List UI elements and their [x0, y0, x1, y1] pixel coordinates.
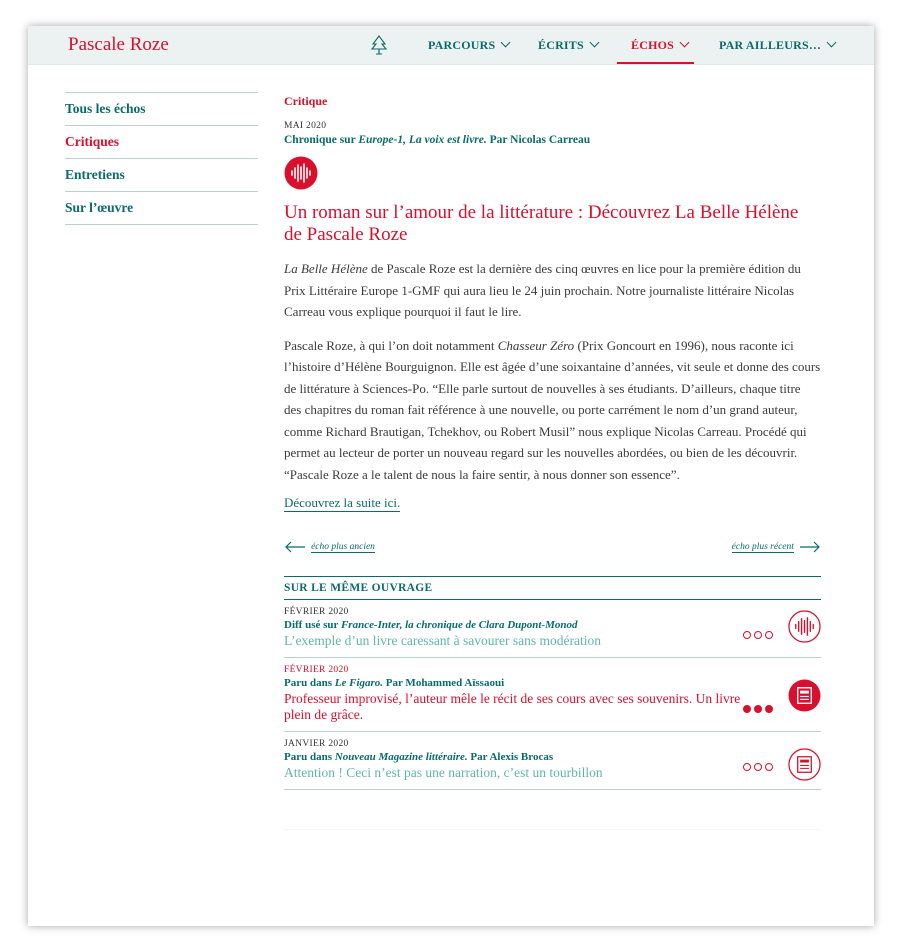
nav-label: PAR AILLEURS…: [719, 38, 822, 52]
site-logo[interactable]: Pascale Roze: [68, 34, 169, 55]
related-date: FÉVRIER 2020: [284, 665, 349, 675]
source-italic: Nouveau Magazine littéraire.: [334, 751, 468, 763]
chevron-down-icon: [501, 38, 511, 48]
read-more-link[interactable]: Découvrez la suite ici.: [284, 495, 401, 510]
source-italic: Le Figaro.: [334, 677, 384, 689]
prev-echo-label: écho plus ancien: [311, 542, 375, 552]
book-title: Chasseur Zéro: [497, 337, 575, 353]
nav-label: ÉCHOS: [631, 38, 675, 52]
chevron-down-icon: [827, 38, 837, 48]
book-title: La Belle Hélène: [284, 261, 368, 276]
source-suffix: Par Mohammed Aïssaoui: [383, 677, 505, 689]
rating-dot: [765, 763, 773, 771]
sound-wave-icon: [788, 610, 821, 643]
rating-dot: [743, 763, 751, 771]
nav-label: PARCOURS: [428, 38, 496, 52]
article: [284, 92, 821, 830]
source-prefix: Paru dans: [284, 751, 335, 763]
related-item[interactable]: [284, 732, 821, 790]
sidebar-item-entretiens[interactable]: Entretiens: [65, 159, 258, 192]
rating-dot: [743, 705, 751, 713]
nav-ecrits[interactable]: [538, 38, 598, 53]
article-paragraph-1: [284, 258, 821, 323]
echo-pager: [284, 538, 821, 558]
article-title: Un roman sur l’amour de la littérature : Découvrez La Belle Hélène de Pascale Roze: [284, 202, 799, 245]
sidebar-item-sur-oeuvre[interactable]: Sur l’œuvre: [65, 192, 258, 225]
rating-dots: [740, 698, 773, 717]
related-date: FÉVRIER 2020: [284, 607, 349, 617]
bottom-fade: [28, 846, 874, 926]
source-suffix: Par Alexis Brocas: [467, 751, 554, 763]
source-italic: France-Inter, la chronique de Clara Dupont-Monod: [340, 619, 578, 631]
rating-dot: [765, 631, 773, 639]
source-prefix: Chronique sur: [284, 134, 359, 146]
rating-dots: [740, 624, 773, 643]
chevron-down-icon: [589, 38, 599, 48]
related-heading: SUR LE MÊME OUVRAGE: [284, 576, 821, 600]
article-source: [284, 134, 821, 146]
article-kicker: Critique: [284, 94, 328, 108]
nav-parcours[interactable]: [428, 38, 509, 53]
nav-echos[interactable]: [631, 38, 688, 53]
newspaper-icon: [788, 679, 821, 712]
page-frame: [28, 26, 874, 926]
rating-dot: [765, 705, 773, 713]
next-echo-link[interactable]: [732, 538, 821, 557]
related-title: L’exemple d’un livre caressant à savourer sans modération: [284, 633, 602, 648]
arrow-right-icon: [799, 541, 821, 553]
rating-dot: [754, 631, 762, 639]
article-date: MAI 2020: [284, 121, 327, 131]
paragraph-text: de Pascale Roze est la dernière des cinq œuvres en lice pour la première édition du Prix Littéraire Europe 1-GMF qui aura lieu le 24 juin prochain. Notre journaliste littéraire Nicolas Carreau vous explique pourquoi il faut le lire.: [284, 261, 801, 319]
sidebar-item-tous[interactable]: Tous les échos: [65, 92, 258, 126]
related-item[interactable]: [284, 600, 821, 658]
rating-dots: [740, 756, 773, 775]
source-prefix: Paru dans: [284, 677, 335, 689]
active-nav-indicator: [617, 62, 694, 64]
next-echo-label: écho plus récent: [731, 542, 794, 552]
article-paragraph-2: [284, 335, 821, 486]
header-bar: [28, 26, 874, 65]
nav-label: ÉCRITS: [538, 38, 584, 52]
faded-line: [284, 797, 821, 807]
prev-echo-link[interactable]: [284, 538, 375, 557]
source-suffix: Par Nicolas Carreau: [486, 134, 591, 146]
sidebar: [65, 92, 258, 225]
source-prefix: Diff usé sur: [284, 619, 341, 631]
chevron-down-icon: [680, 38, 690, 48]
related-date: JANVIER 2020: [284, 739, 349, 749]
paragraph-text: Pascale Roze, à qui l’on doit notamment: [284, 337, 498, 353]
newspaper-icon: [788, 748, 821, 781]
related-title: Professeur improvisé, l’auteur mêle le récit de ses cours avec ses souvenirs. Un livre plein de grâce.: [284, 691, 741, 722]
sidebar-item-critiques[interactable]: Critiques: [65, 126, 258, 159]
paragraph-text: (Prix Goncourt en 1996), nous raconte ici l’histoire d’Hélène Bourguignon. Elle est âgée d’une soixantaine d’années, vit seule et donne des cours de littérature à Sciences-Po. “Elle parle surtout de nouvelles à ses étudiants. D’ailleurs, chaque titre des chapitres du roman fait référence à une nouvelle, ou porte carrément le nom d’un grand auteur, comme Richard Brautigan, Tchekhov, ou Robert Musil” nous explique Nicolas Carreau. Procédé qui permet au lecteur de porter un nouveau regard sur les nouvelles abordées, ou bien de les découvrir. “Pascale Roze a le talent de nous la faire sentir, à nous donner son essence”.: [284, 337, 821, 482]
related-item[interactable]: [284, 658, 821, 732]
related-item-faded: [284, 790, 821, 830]
related-title: Attention ! Ceci n’est pas une narration, c’est un tourbillon: [284, 765, 603, 780]
source-italic: Europe-1, La voix est livre.: [358, 134, 487, 146]
related-source: [284, 677, 821, 689]
sound-wave-icon: [284, 156, 318, 190]
faded-line: [284, 809, 821, 821]
arrow-left-icon: [284, 541, 306, 553]
tree-icon[interactable]: [370, 35, 388, 55]
rating-dot: [743, 631, 751, 639]
nav-par-ailleurs[interactable]: [719, 38, 835, 53]
rating-dot: [754, 705, 762, 713]
rating-dot: [754, 763, 762, 771]
